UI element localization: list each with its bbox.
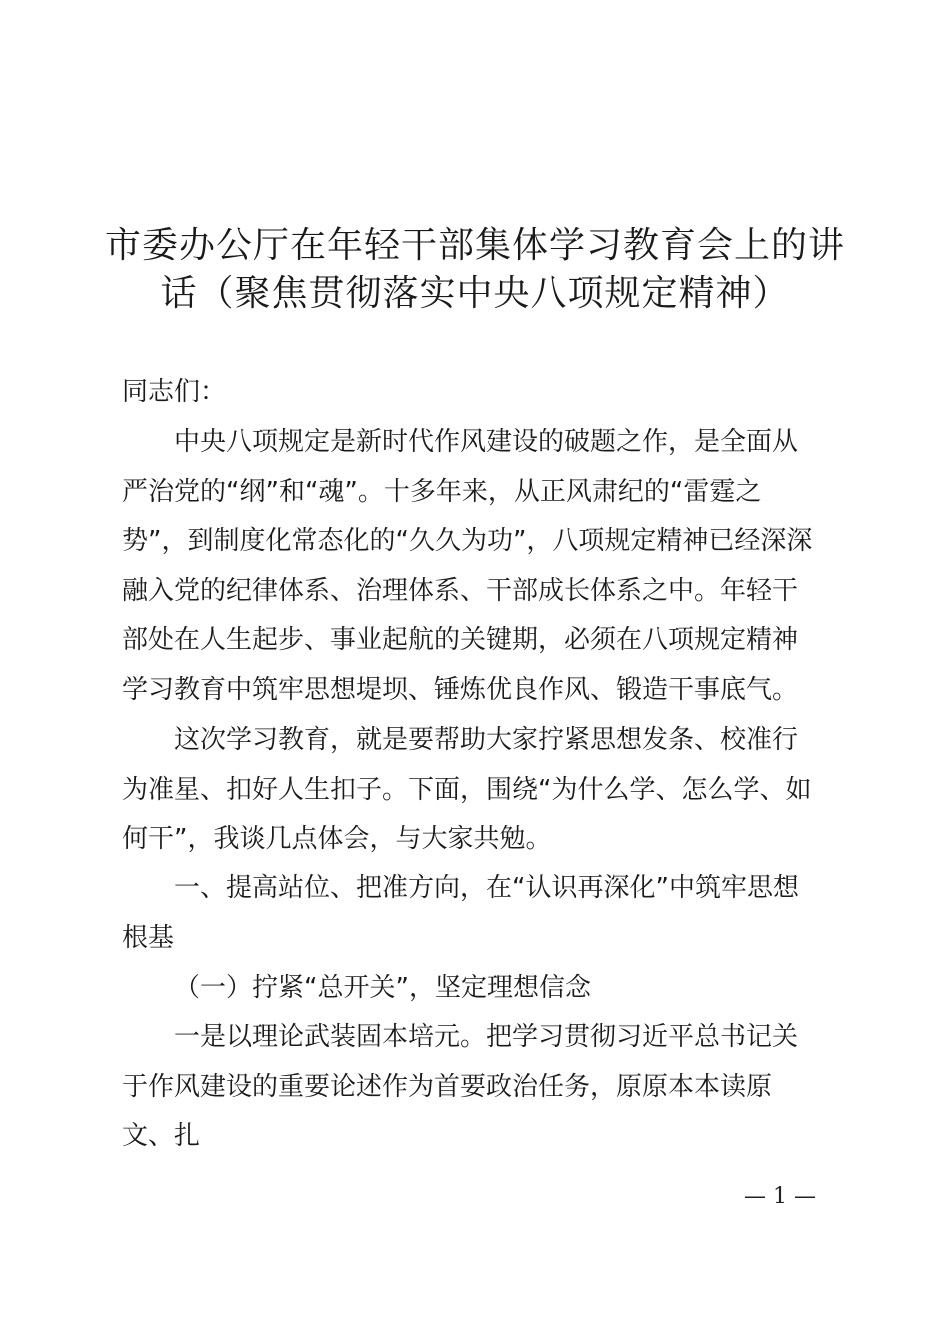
salutation: 同志们： bbox=[122, 377, 227, 407]
page-number: — 1 — bbox=[744, 1184, 816, 1209]
paragraph-intro: 中央八项规定是新时代作风建设的破题之作，是全面从严治党的“纲”和“魂”。十多年来，从正风肃纪的“雷霆之势”，到制度化常态化的“久久为功”，八项规定精神已经深深融入党的纪律体系、治理体系、干部成长体系之中。年轻干部处在人生起步、事业起航的关键期，必须在八项规定精神学习教育中筑牢思想堤坝、锤炼优良作风、锻造干事底气。 bbox=[122, 427, 813, 705]
section-heading-1: 一、提高站位、把准方向，在“认识再深化”中筑牢思想根基 bbox=[122, 873, 799, 953]
paragraph-point-1: 一是以理论武装固本培元。把学习贯彻习近平总书记关于作风建设的重要论述作为首要政治任务，原原本本读原文、扎 bbox=[122, 1022, 799, 1151]
paragraph-purpose: 这次学习教育，就是要帮助大家拧紧思想发条、校准行为准星、扣好人生扣子。下面，围绕“为什么学、怎么学、如何干”，我谈几点体会，与大家共勉。 bbox=[122, 725, 812, 854]
document-title: 市委办公厅在年轻干部集体学习教育会上的讲话（聚焦贯彻落实中央八项规定精神） bbox=[104, 225, 845, 314]
subsection-heading-1: （一）拧紧“总开关”，坚定理想信念 bbox=[174, 973, 591, 1003]
